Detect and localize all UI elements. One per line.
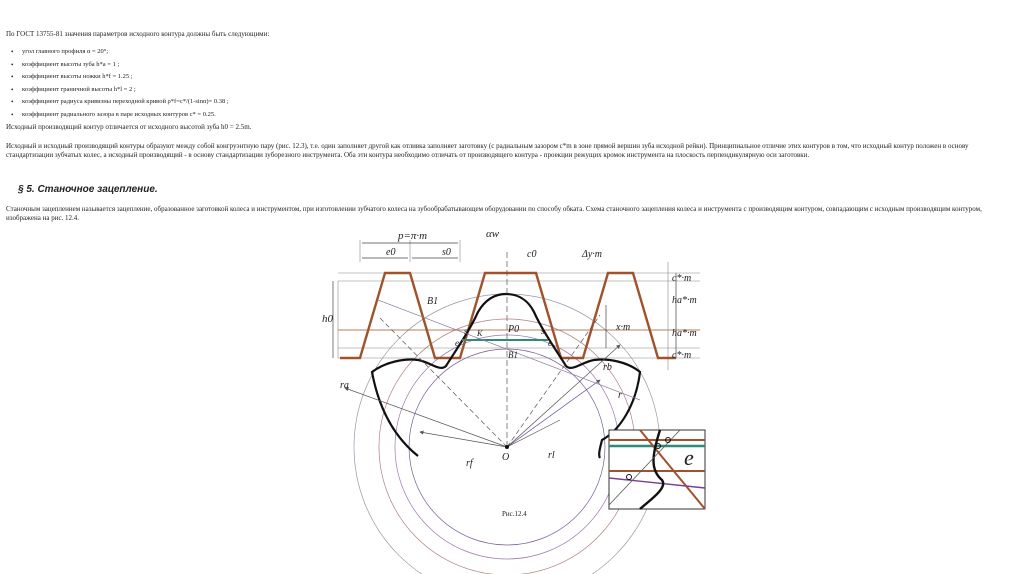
o-label: O	[502, 452, 510, 463]
ra-label: ra	[340, 380, 349, 391]
ha-bottom-label: ha*·m	[672, 328, 697, 339]
p0-label: P0	[508, 324, 520, 335]
reference-lines	[338, 240, 700, 370]
cm-bottom-label: c*·m	[672, 350, 692, 361]
xm-label: x·m	[616, 322, 631, 333]
gear-profile	[372, 294, 640, 458]
machine-paragraph-1: Станочным зацеплением называется зацепление, образованное заготовкой колеса и инструментом, при изготовлении зубчатого колеса на зубообрабатывающем оборудовании по способу обката. Схема станочного зацепления колеса и инструмента с производящим контуром, совпадающим с исходным производящим контуром,	[6, 205, 982, 213]
figure-caption: Рис.12.4	[502, 510, 527, 518]
s0-label: s0	[442, 247, 451, 258]
machine-paragraph-2: изображена на рис. 12.4.	[6, 214, 80, 222]
tool-height-text: Исходный производящий контур отличается от исходного высотой зуба h0 = 2.5m.	[6, 123, 252, 131]
e-right-label: e	[548, 338, 552, 348]
dy-label: Δy·m	[582, 249, 603, 260]
list-item: • коэффициент радиального зазора в паре исходных контуров c* = 0.25.	[8, 109, 229, 122]
section-title: § 5. Станочное зацепление.	[18, 184, 158, 195]
list-item: • коэффициент высоты зуба h*a = 1 ;	[8, 59, 229, 72]
ha-top-label: ha*·m	[672, 295, 697, 306]
s-right-label: s	[541, 326, 545, 336]
b1-lower-label: B1	[508, 350, 518, 360]
c0-label: c0	[527, 249, 537, 260]
cm-top-label: c*·m	[672, 273, 692, 284]
r-label: r	[618, 390, 622, 401]
list-item: • угол главного профиля α = 20°;	[8, 46, 229, 59]
list-item: • коэффициент высоты ножки h*f = 1.25 ;	[8, 71, 229, 84]
contour-paragraph-1: Исходный и исходный производящий контуры образуют между собой конгруэнтную пару (рис. 12.3), т.е. один заполняет другой как отливка заполняет заготовку (с радиальным зазором c*m в зоне прямой вершин зуба исходной рейки). Принципиальное отличие этих контуров в том, что исходный контур положен в основу	[6, 142, 969, 150]
e0-label: e0	[386, 247, 396, 258]
zoom-e-label: e	[684, 445, 694, 470]
alpha-label: αw	[486, 228, 500, 240]
zoom-inset	[609, 430, 705, 509]
construction-rays	[345, 250, 640, 447]
pitch-label: p=π·m	[398, 230, 428, 242]
b1-label: B1	[427, 296, 439, 307]
h0-label: h0	[322, 313, 333, 325]
rack-profile	[340, 273, 676, 358]
s-left-label: s	[464, 326, 468, 336]
intro-text: По ГОСТ 13755-81 значения параметров исходного контура должны быть следующими:	[6, 30, 270, 38]
list-item: • коэффициент граничной высоты h*l = 2 ;	[8, 84, 229, 97]
rl-label: rl	[548, 450, 555, 461]
list-item: • коэффициент радиуса кривизны переходной кривой ρ*f=c*/(1-sinα)= 0.38 ;	[8, 96, 229, 109]
k-label: K	[477, 329, 483, 338]
e-left-label: e	[455, 338, 459, 348]
contour-paragraph-2: стандартизации зубчатых колес, а исходный производящий - в основу стандартизации зуборезного инструмента. Оба эти контура необходимо отличать от производящего контура - проекции режущих кромок инструмента на плоскость перпендикулярную оси заготовки.	[6, 151, 810, 159]
rb-label: rb	[603, 362, 612, 373]
rf-label: rf	[466, 458, 473, 469]
